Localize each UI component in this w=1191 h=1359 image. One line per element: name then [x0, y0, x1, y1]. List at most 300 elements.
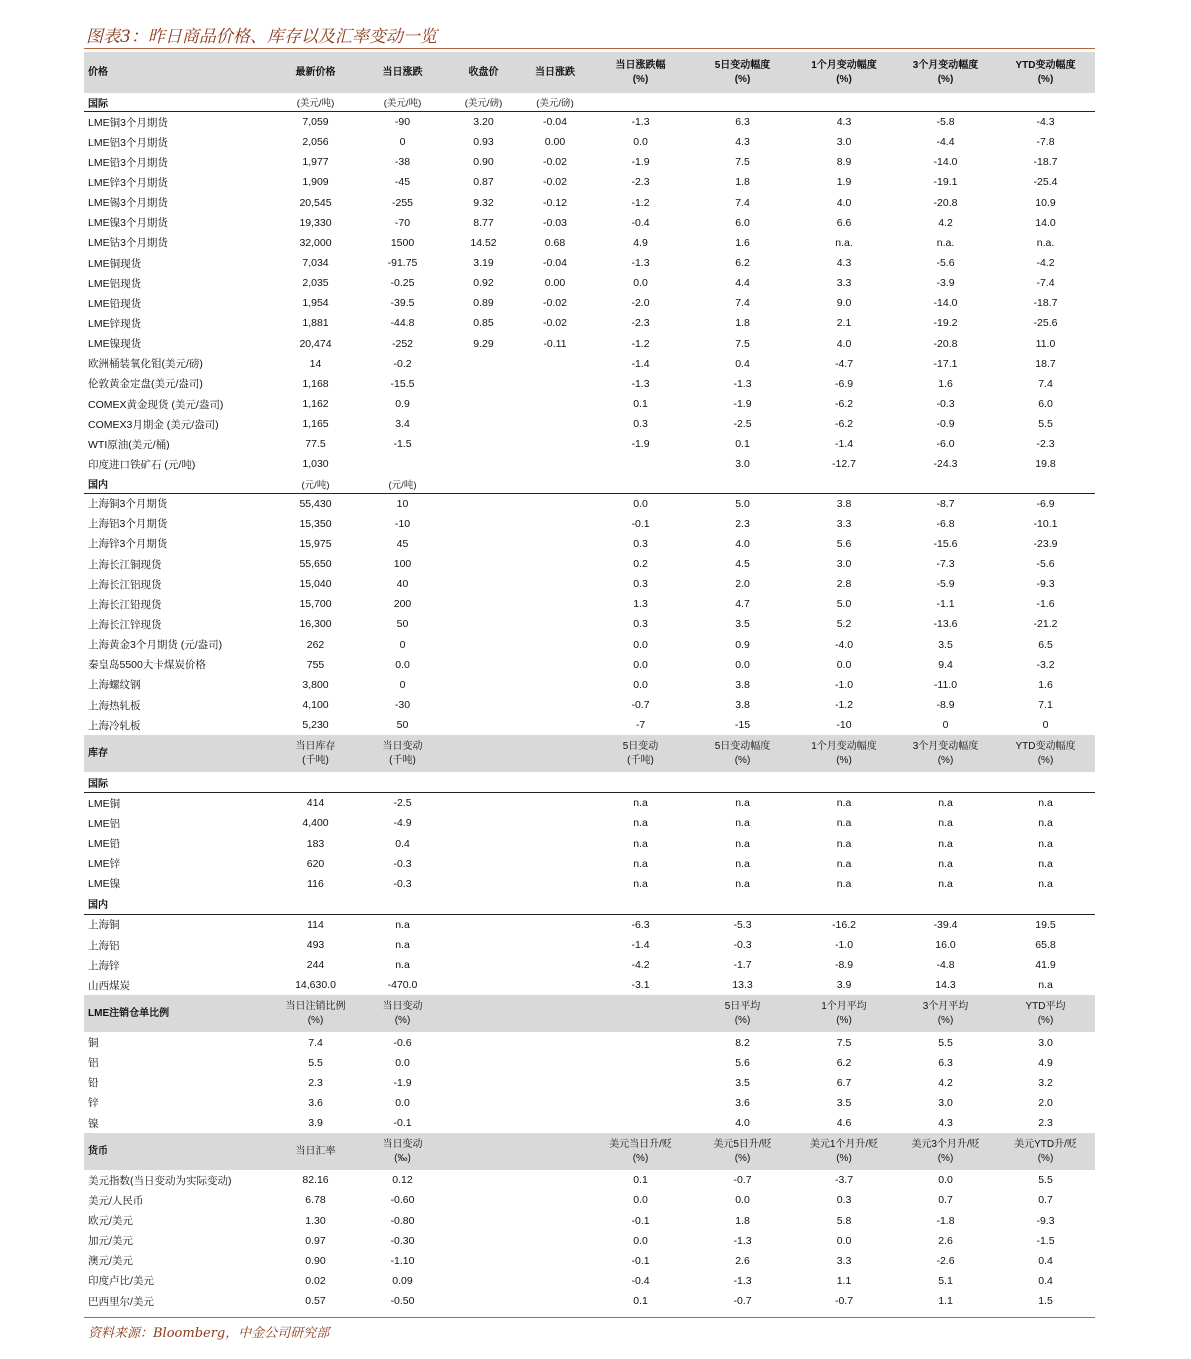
table-cell	[521, 1032, 589, 1052]
section-label: 国际	[84, 93, 272, 112]
table-cell	[446, 955, 521, 975]
unit-label: (美元/吨)	[272, 93, 359, 112]
column-header	[996, 995, 1095, 1032]
table-cell: -1.1	[936, 598, 955, 611]
empty-cell	[692, 772, 793, 793]
table-cell	[446, 594, 521, 614]
table-cell: -0.02	[543, 156, 567, 169]
table-cell	[446, 1210, 521, 1230]
empty-cell	[996, 894, 1095, 915]
table-cell: 14.3	[935, 979, 956, 992]
header-text: (千吨)	[627, 754, 654, 766]
row-label: 巴西里尔/美元	[88, 1295, 154, 1308]
table-cell: n.a	[1038, 979, 1053, 992]
row-label: 上海锌	[88, 959, 120, 972]
table-cell: -1.2	[631, 337, 650, 350]
table-cell: 6.6	[836, 216, 852, 229]
source-note: 资料来源：Bloomberg，中金公司研究部	[88, 1326, 330, 1341]
table-cell: 0	[399, 136, 406, 149]
table-row	[84, 1032, 1095, 1052]
table-row	[84, 354, 1095, 374]
table-cell: 2.6	[735, 1254, 750, 1267]
table-cell: 3.6	[735, 1096, 750, 1109]
table-cell	[521, 514, 589, 534]
row-label: 上海长江铜现货	[88, 558, 162, 571]
column-header	[589, 995, 692, 1032]
table-cell: 4,100	[302, 699, 329, 711]
column-header	[272, 995, 359, 1032]
table-cell	[521, 635, 589, 655]
table-cell: -4.8	[936, 959, 955, 972]
row-label: LME镍现货	[88, 338, 142, 351]
unit-label: (美元/吨)	[359, 93, 446, 112]
table-cell: -11.0	[933, 678, 958, 691]
table-cell: 0.0	[633, 658, 648, 671]
column-header	[895, 52, 996, 93]
header-text: 价格	[88, 66, 108, 78]
table-cell: -4.3	[1036, 116, 1055, 129]
empty-cell	[446, 772, 521, 793]
table-cell	[521, 874, 589, 894]
table-cell: 0.0	[395, 1056, 410, 1069]
table-cell: -0.3	[393, 877, 412, 890]
table-cell: 1,909	[302, 176, 329, 189]
table-cell: -7.8	[1036, 136, 1055, 149]
table-cell: -0.1	[631, 1214, 650, 1227]
table-cell: 50	[396, 618, 409, 631]
table-cell: 1,977	[302, 156, 329, 169]
table-cell: -4.9	[393, 817, 412, 830]
table-cell	[446, 534, 521, 554]
table-cell: 262	[306, 638, 325, 651]
table-cell: -39.5	[390, 297, 415, 310]
table-cell: -7.3	[936, 558, 955, 571]
header-text: (%)	[836, 1152, 852, 1164]
column-header	[793, 735, 895, 772]
table-cell: 0.85	[473, 317, 494, 330]
table-cell: 7.4	[735, 297, 750, 310]
table-cell: -0.4	[631, 1274, 650, 1287]
table-cell	[446, 414, 521, 434]
table-cell: n.a	[938, 797, 953, 810]
table-cell: n.a	[735, 797, 750, 810]
table-row	[84, 132, 1095, 152]
section-domestic-price	[84, 475, 1095, 494]
table-cell	[446, 1190, 521, 1210]
row-label: LME锡3个月期货	[88, 197, 168, 210]
table-cell: -2.3	[1036, 438, 1055, 451]
table-cell: -1.9	[631, 156, 650, 169]
table-cell: 82.16	[302, 1174, 329, 1187]
table-cell: 14.52	[470, 236, 497, 249]
column-header	[793, 1133, 895, 1170]
table-row	[84, 1251, 1095, 1271]
table-cell	[446, 813, 521, 833]
table-cell: -7.4	[1036, 277, 1055, 290]
table-cell: n.a	[735, 877, 750, 890]
header-text: 美元当日升/贬	[609, 1138, 672, 1150]
table-cell: 0.97	[305, 1234, 326, 1247]
table-row	[84, 253, 1095, 273]
table-cell: -0.3	[393, 857, 412, 870]
header-text: YTD变动幅度	[1015, 59, 1076, 71]
table-cell: 2,035	[302, 277, 329, 290]
table-row	[84, 1170, 1095, 1190]
header-text: (千吨)	[302, 754, 329, 766]
table-cell	[446, 1032, 521, 1052]
table-cell: 620	[306, 857, 325, 870]
header-text: (%)	[1037, 1014, 1054, 1026]
table-cell	[589, 1053, 692, 1073]
table-cell: -0.50	[390, 1295, 415, 1308]
header-text: (%)	[937, 1014, 954, 1026]
table-row	[84, 813, 1095, 833]
row-label: 印度进口铁矿石 (元/吨)	[88, 458, 196, 471]
empty-cell	[359, 894, 446, 915]
inventory-header-row	[84, 735, 1095, 772]
table-cell: n.a	[633, 837, 648, 850]
table-cell: -0.3	[936, 398, 955, 411]
table-cell: -2.6	[936, 1254, 955, 1267]
table-row	[84, 1073, 1095, 1093]
header-text: (%)	[307, 1014, 324, 1026]
table-cell	[589, 1032, 692, 1052]
table-cell: 5.0	[735, 497, 750, 510]
table-cell: 183	[306, 837, 325, 850]
table-cell: 13.3	[732, 979, 753, 992]
row-label: 上海长江铅现货	[88, 598, 162, 611]
table-cell: 55,650	[299, 558, 332, 571]
table-cell: 0.09	[392, 1274, 413, 1287]
table-cell: -15.6	[933, 537, 958, 550]
table-cell: -10	[394, 517, 411, 530]
table-row	[84, 172, 1095, 192]
row-label: LME铅3个月期货	[88, 156, 168, 169]
row-label: LME铝现货	[88, 277, 142, 290]
table-cell: -1.7	[733, 959, 752, 972]
header-text: (%)	[937, 73, 954, 85]
table-cell	[521, 793, 589, 814]
row-label: LME铅	[88, 838, 121, 851]
table-cell	[446, 695, 521, 715]
empty-cell	[589, 475, 692, 494]
table-cell: 65.8	[1035, 939, 1056, 952]
table-row	[84, 414, 1095, 434]
table-cell: 0.7	[1038, 1194, 1053, 1207]
table-cell: -14.0	[933, 156, 958, 169]
row-label: LME铜	[88, 797, 121, 810]
table-cell: 0.0	[938, 1174, 953, 1187]
row-label: 上海热轧板	[88, 699, 141, 712]
table-cell: 7.5	[836, 1036, 852, 1049]
table-cell: 0.12	[392, 1174, 413, 1187]
table-row	[84, 655, 1095, 675]
table-cell: 4.6	[836, 1117, 852, 1130]
table-row	[84, 1271, 1095, 1291]
table-cell: 3.3	[836, 277, 852, 290]
table-cell: -1.4	[631, 357, 650, 370]
table-cell	[446, 394, 521, 414]
table-cell: 1,165	[302, 418, 329, 431]
table-row	[84, 514, 1095, 534]
table-cell: 3.0	[1038, 1036, 1053, 1049]
table-cell	[446, 514, 521, 534]
table-cell: 0.9	[395, 398, 410, 411]
table-cell: -0.04	[543, 257, 567, 270]
table-cell: 1.8	[735, 317, 750, 330]
row-label: 上海冷轧板	[88, 719, 141, 732]
table-cell: 2.0	[735, 578, 750, 591]
table-cell: 3.5	[836, 1096, 852, 1109]
table-cell: 7.4	[308, 1036, 323, 1049]
row-label: 镍	[88, 1117, 99, 1130]
table-row	[84, 1210, 1095, 1230]
table-cell: 0.0	[633, 497, 648, 510]
row-label: LME镍	[88, 878, 121, 891]
table-cell: -2.3	[631, 317, 650, 330]
table-cell: 6.0	[1038, 398, 1053, 411]
table-cell: -19.2	[933, 317, 958, 330]
table-cell: -15	[734, 719, 751, 732]
title-rule	[84, 48, 1095, 49]
table-cell	[521, 935, 589, 955]
table-cell: 0.1	[633, 1295, 648, 1308]
table-cell: 41.9	[1035, 959, 1056, 972]
table-cell: 0.93	[473, 136, 494, 149]
empty-cell	[589, 772, 692, 793]
table-cell: -0.1	[631, 1254, 650, 1267]
row-label: 铝	[88, 1057, 99, 1070]
table-cell: -5.3	[733, 918, 752, 931]
table-cell: -18.7	[1033, 156, 1058, 169]
table-cell: 0.2	[633, 558, 648, 571]
table-cell: n.a	[836, 877, 852, 890]
column-header	[359, 52, 446, 93]
row-label: 上海铝3个月期货	[88, 518, 168, 531]
table-cell: 5.5	[1038, 418, 1053, 431]
table-cell: -1.5	[1036, 1234, 1055, 1247]
table-cell: -2.3	[631, 176, 650, 189]
table-cell	[446, 1251, 521, 1271]
table-cell: 0.3	[633, 578, 648, 591]
row-label: LME锌现货	[88, 317, 142, 330]
table-cell	[521, 1053, 589, 1073]
table-cell: n.a	[1038, 837, 1053, 850]
table-cell: 20,545	[299, 196, 332, 209]
table-cell: -1.6	[1036, 598, 1055, 611]
table-cell: 0.89	[473, 297, 494, 310]
table-cell: 50	[396, 719, 409, 732]
table-cell: 15,700	[299, 598, 332, 611]
table-cell: 3.8	[735, 678, 750, 691]
row-label: 美元指数(当日变动为实际变动)	[88, 1174, 232, 1187]
header-text: 当日注销比例	[285, 1000, 346, 1012]
header-text: 5日平均	[724, 1000, 761, 1012]
row-label: LME镍3个月期货	[88, 217, 168, 230]
table-cell: 3.3	[836, 517, 852, 530]
row-label: 加元/美元	[88, 1235, 133, 1248]
table-cell: -0.3	[733, 939, 752, 952]
table-cell	[446, 914, 521, 935]
table-cell: -0.30	[390, 1234, 415, 1247]
table-cell: 3.4	[395, 418, 410, 431]
table-cell: 3.6	[308, 1096, 323, 1109]
empty-cell	[996, 475, 1095, 494]
column-header	[692, 1133, 793, 1170]
table-cell: -3.2	[1036, 658, 1055, 671]
column-header	[521, 735, 589, 772]
table-cell: 1500	[390, 236, 415, 249]
table-cell: 7,034	[302, 257, 329, 270]
table-cell: 1,168	[302, 377, 329, 390]
table-cell: n.a	[1038, 857, 1053, 870]
table-cell	[446, 374, 521, 394]
table-row	[84, 1113, 1095, 1133]
table-cell: n.a	[938, 817, 953, 830]
table-row	[84, 112, 1095, 133]
table-cell: 0.00	[544, 136, 566, 149]
table-cell: -21.2	[1033, 618, 1058, 631]
table-cell: -3.1	[631, 979, 650, 992]
table-cell: -6.0	[936, 438, 955, 451]
table-cell: -23.9	[1033, 537, 1058, 550]
header-text: 当日涨跌幅	[615, 59, 666, 71]
column-header	[446, 995, 521, 1032]
row-label: 上海长江铝现货	[88, 578, 162, 591]
row-label: 上海黄金3个月期货 (元/盎司)	[88, 639, 223, 652]
header-label	[84, 1133, 272, 1170]
header-text: 3个月变动幅度	[912, 59, 979, 71]
table-cell: -1.5	[393, 438, 412, 451]
table-row	[84, 1053, 1095, 1073]
table-cell: -20.8	[933, 337, 958, 350]
header-text: (%)	[1037, 73, 1054, 85]
table-cell: 0.00	[544, 277, 566, 290]
table-cell: 0.3	[633, 537, 648, 550]
table-cell: 4.3	[836, 116, 852, 129]
table-cell: 5.5	[1038, 1174, 1053, 1187]
table-cell: 4.2	[938, 1076, 953, 1089]
table-cell: 55,430	[299, 497, 332, 510]
table-cell: -0.80	[390, 1214, 415, 1227]
row-label: 上海铜	[88, 919, 120, 932]
table-row	[84, 1231, 1095, 1251]
table-cell: -1.3	[733, 1234, 752, 1247]
table-cell: -2.5	[393, 797, 412, 810]
header-text: 当日变动	[382, 1000, 423, 1012]
table-cell: n.a	[1038, 797, 1053, 810]
empty-cell	[895, 475, 996, 494]
table-cell	[521, 854, 589, 874]
table-cell: 4.0	[735, 1117, 750, 1130]
table-cell: -1.4	[834, 438, 854, 451]
column-header	[793, 52, 895, 93]
table-cell: 493	[306, 939, 325, 952]
column-header	[895, 1133, 996, 1170]
header-text: 1个月变动幅度	[811, 59, 877, 71]
empty-cell	[589, 93, 692, 112]
table-cell: 4.7	[735, 598, 750, 611]
header-text: 5日变动幅度	[714, 59, 771, 71]
table-cell	[521, 594, 589, 614]
table-cell: -1.4	[631, 939, 650, 952]
table-cell: 77.5	[305, 438, 326, 451]
table-cell: 0.0	[395, 1096, 410, 1109]
table-cell: 6.78	[305, 1194, 326, 1207]
header-text: 当日库存	[295, 740, 336, 752]
table-cell: 3.20	[473, 116, 494, 129]
table-cell: 2.3	[308, 1076, 323, 1089]
table-cell: -6.3	[631, 918, 650, 931]
table-cell: -0.02	[543, 176, 567, 189]
table-cell: -5.9	[936, 578, 955, 591]
table-cell: -18.7	[1033, 297, 1058, 310]
table-cell	[446, 614, 521, 634]
table-cell: 116	[307, 877, 324, 890]
table-cell: -2.5	[733, 418, 752, 431]
empty-cell	[996, 93, 1095, 112]
table-cell: 0.0	[836, 1234, 852, 1247]
table-cell: n.a.	[835, 236, 853, 249]
table-row	[84, 1291, 1095, 1311]
table-row	[84, 635, 1095, 655]
column-header	[359, 1133, 446, 1170]
table-cell: 32,000	[299, 236, 332, 249]
table-row	[84, 793, 1095, 814]
table-cell	[589, 1093, 692, 1113]
empty-cell	[895, 772, 996, 793]
table-row	[84, 213, 1095, 233]
table-cell	[446, 1231, 521, 1251]
table-cell	[521, 834, 589, 854]
table-row	[84, 434, 1095, 454]
table-cell: 6.3	[735, 116, 750, 129]
table-cell: n.a	[633, 877, 648, 890]
table-cell: n.a	[395, 939, 410, 952]
table-cell: 1.6	[938, 377, 953, 390]
table-cell: -6.2	[834, 418, 854, 431]
table-cell: -1.10	[390, 1254, 415, 1267]
table-cell: 1.9	[836, 176, 852, 189]
table-row	[84, 454, 1095, 474]
table-cell: 0.7	[938, 1194, 953, 1207]
table-cell: -39.4	[933, 918, 958, 931]
table-cell: 5.5	[308, 1056, 323, 1069]
table-cell: 5.5	[938, 1036, 953, 1049]
table-cell: -1.9	[393, 1076, 412, 1089]
header-text: (%)	[734, 1014, 751, 1026]
table-cell: 3.5	[938, 638, 953, 651]
table-cell: 19,330	[299, 216, 332, 229]
row-label: LME铅现货	[88, 297, 142, 310]
table-cell	[521, 955, 589, 975]
table-cell: n.a	[836, 797, 852, 810]
table-cell: 9.32	[473, 196, 494, 209]
table-row	[84, 955, 1095, 975]
table-cell: 3,800	[302, 678, 329, 691]
table-cell: -1.9	[733, 398, 752, 411]
table-cell	[446, 1113, 521, 1133]
header-text: 美元YTD升/贬	[1014, 1138, 1077, 1150]
table-cell: 0	[399, 678, 406, 691]
table-cell: -0.1	[393, 1117, 412, 1130]
table-cell: 3.9	[836, 979, 852, 992]
table-cell: 3.8	[836, 497, 852, 510]
table-cell: 0.4	[395, 837, 410, 850]
table-cell: 4.3	[938, 1117, 953, 1130]
column-header	[589, 1133, 692, 1170]
header-text: 当日变动	[382, 740, 423, 752]
